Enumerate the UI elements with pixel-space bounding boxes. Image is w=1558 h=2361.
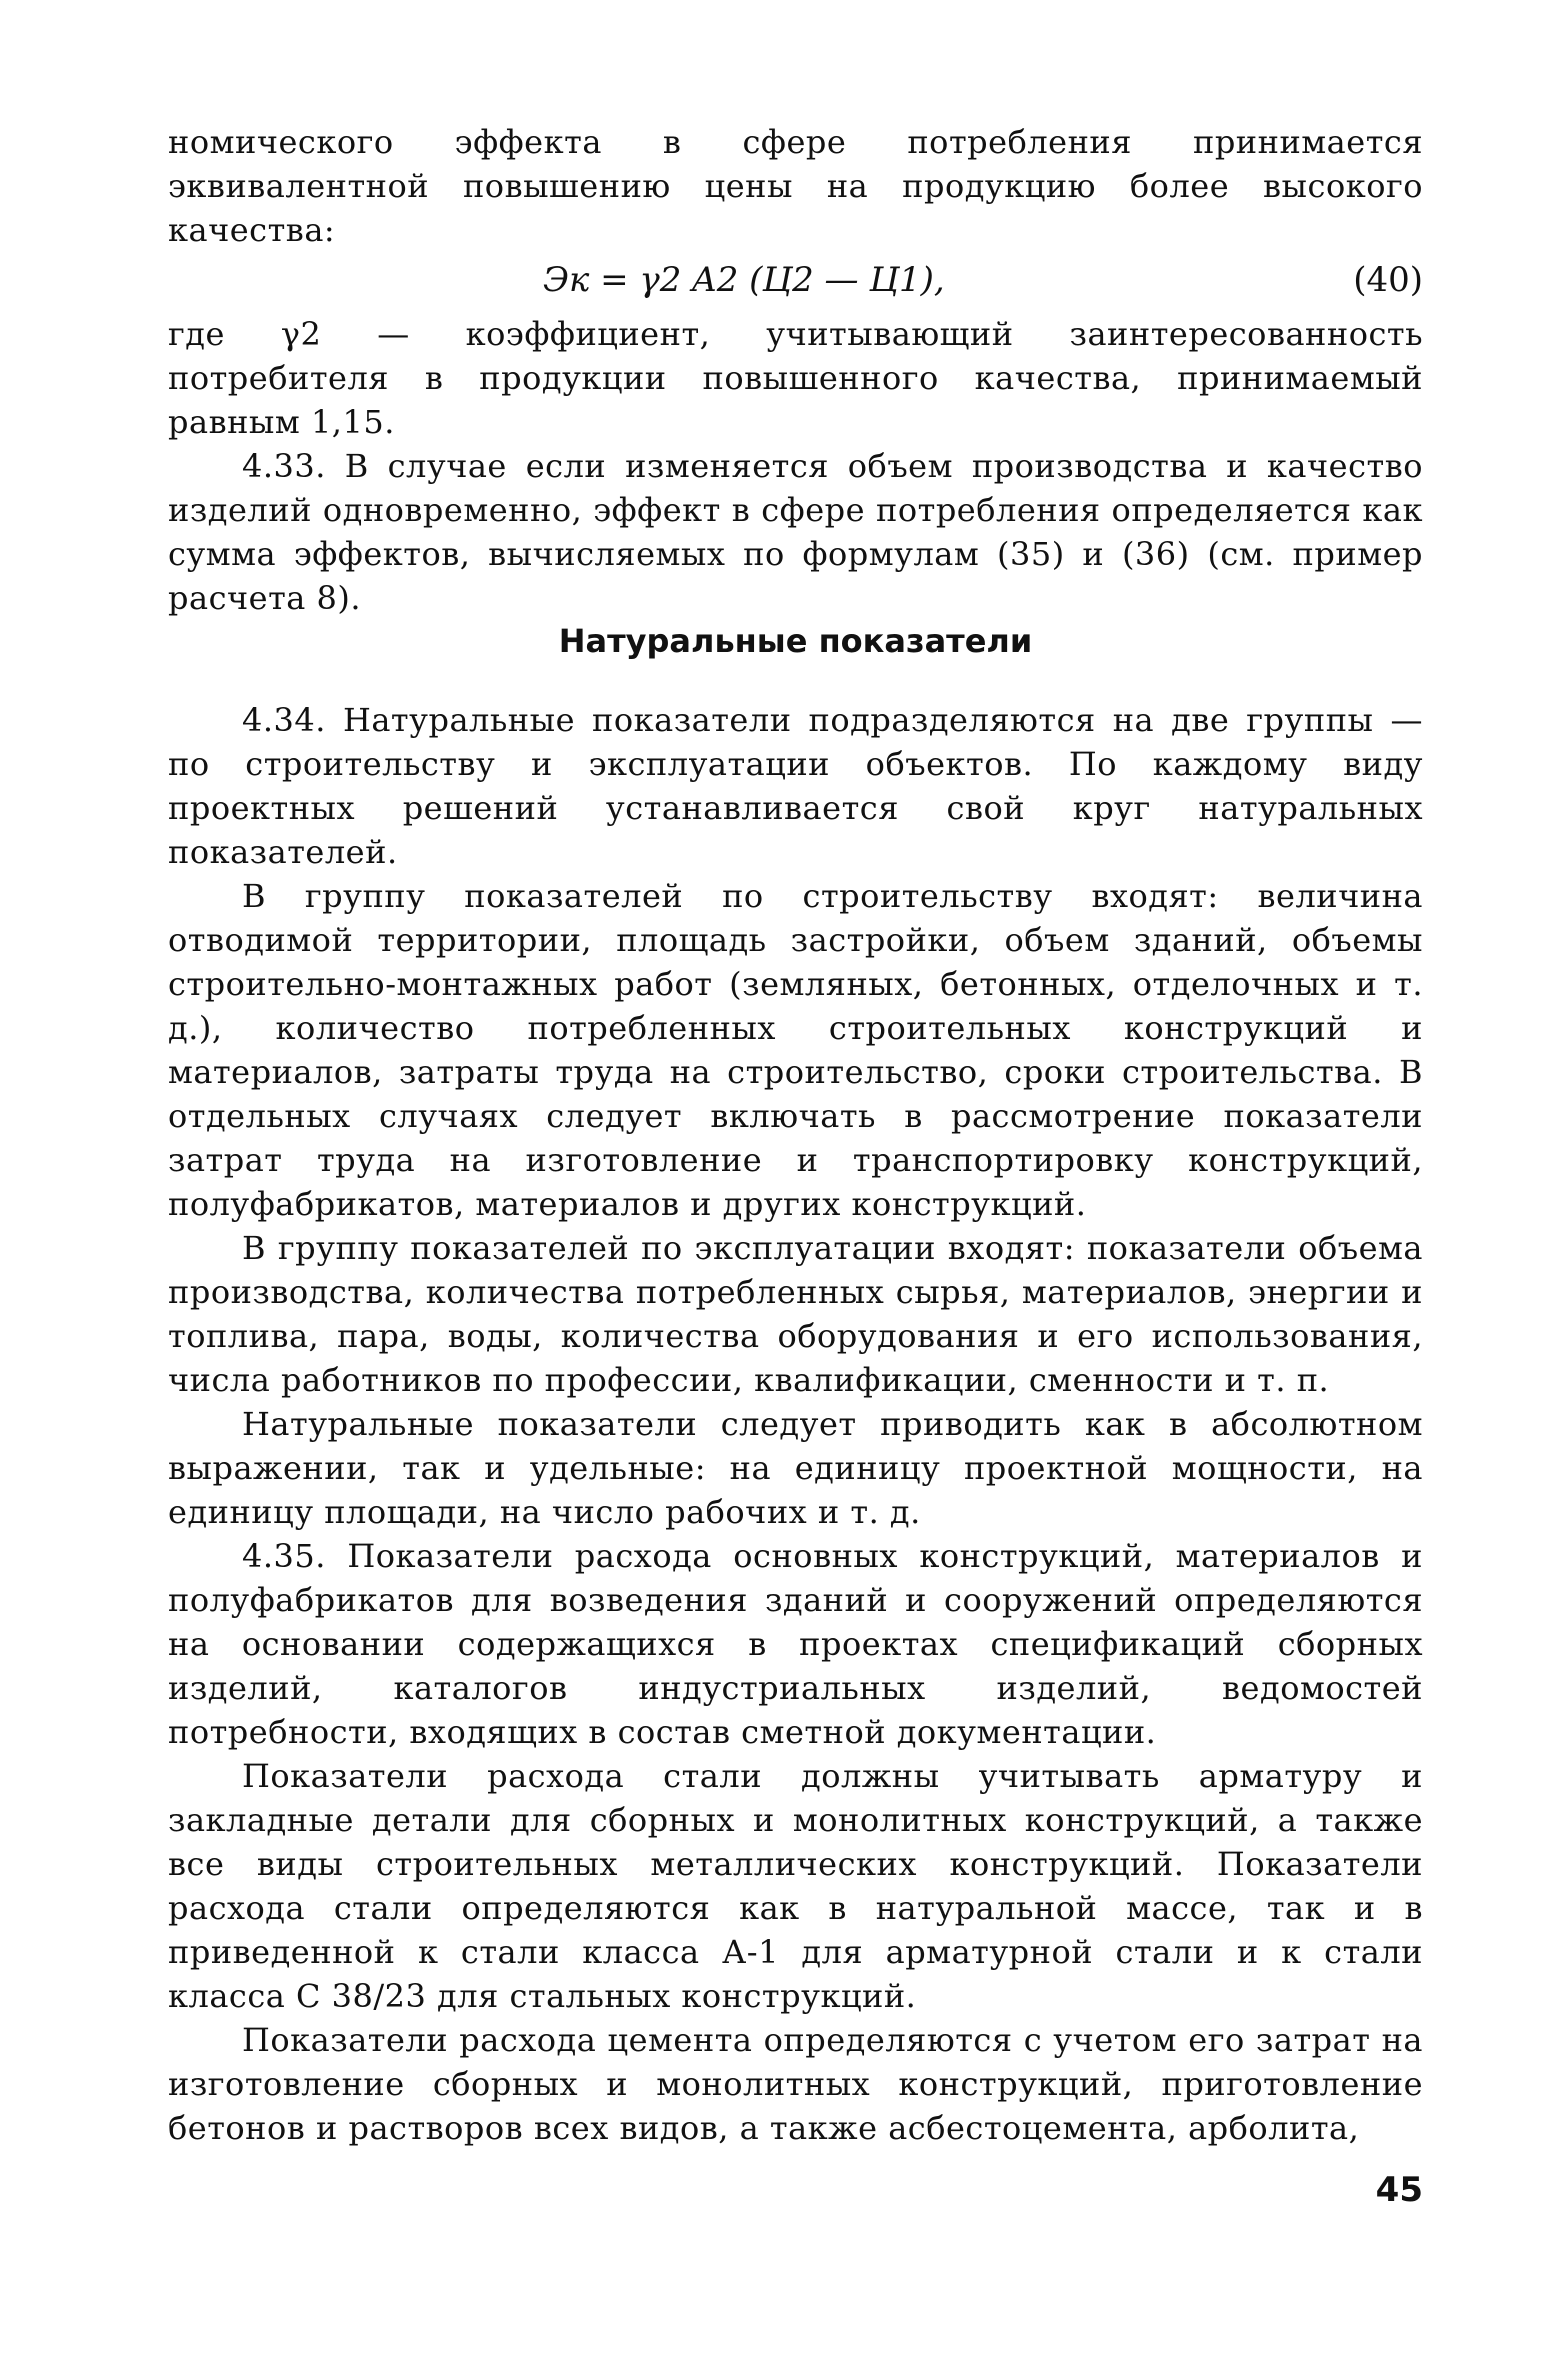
paragraph-4-33: 4.33. В случае если изменяется объем производства и качество изделий одновременно, эффект в сфере потребления определяется как сумма эффектов, вычисляемых по формулам (35) и (36) (см. пример расчета 8). — [168, 447, 1423, 617]
top-block — [168, 120, 1423, 620]
where-paragraph: где γ2 — коэффициент, учитывающий заинтересованность потребителя в продукции повышенного качества, принимаемый равным 1,15. — [168, 315, 1423, 441]
section-heading-block — [168, 622, 1423, 660]
section-body — [168, 698, 1423, 2150]
formula-40 — [168, 252, 1423, 312]
paragraph-4-35: 4.35. Показатели расхода основных конструкций, материалов и полуфабрикатов для возведения зданий и сооружений определяются на основании содержащихся в проектах спецификаций сборных изделий, каталогов индустриальных изделий, ведомостей потребности, входящих в состав сметной документации. — [168, 1537, 1423, 1751]
page-number: 45 — [1375, 2170, 1423, 2210]
formula-expression: Эк = γ2 A2 (Ц2 — Ц1), — [543, 260, 945, 300]
paragraph-absolute-values: Натуральные показатели следует приводить как в абсолютном выражении, так и удельные: на единицу проектной мощности, на единицу площади, на число рабочих и т. д. — [168, 1405, 1423, 1531]
paragraph-steel: Показатели расхода стали должны учитывать арматуру и закладные детали для сборных и монолитных конструкций, а также все виды строительных металлических конструкций. Показатели расхода стали определяются как в натуральной массе, так и в приведенной к стали класса А-1 для арматурной стали и к стали класса С 38/23 для стальных конструкций. — [168, 1757, 1423, 2015]
paragraph-cement: Показатели расхода цемента определяются с учетом его затрат на изготовление сборных и монолитных конструкций, приготовление бетонов и растворов всех видов, а также асбестоцемента, арболита, — [168, 2021, 1423, 2147]
lead-paragraph: номического эффекта в сфере потребления принимается эквивалентной повышению цены на продукцию более высокого качества: — [168, 123, 1423, 249]
paragraph-construction-group: В группу показателей по строительству входят: величина отводимой территории, площадь застройки, объем зданий, объемы строительно-монтажных работ (земляных, бетонных, отделочных и т. д.), количество потребленных строительных конструкций и материалов, затраты труда на строительство, сроки строительства. В отдельных случаях следует включать в рассмотрение показатели затрат труда на изготовление и транспортировку конструкций, полуфабрикатов, материалов и других конструкций. — [168, 877, 1423, 1223]
paragraph-operation-group: В группу показателей по эксплуатации входят: показатели объема производства, количества потребленных сырья, материалов, энергии и топлива, пара, воды, количества оборудования и его использования, числа работников по профессии, квалификации, сменности и т. п. — [168, 1229, 1423, 1399]
section-heading: Натуральные показатели — [558, 622, 1033, 660]
paragraph-4-34: 4.34. Натуральные показатели подразделяются на две группы — по строительству и эксплуатации объектов. По каждому виду проектных решений устанавливается свой круг натуральных показателей. — [168, 701, 1423, 871]
formula-number: (40) — [1353, 260, 1423, 300]
